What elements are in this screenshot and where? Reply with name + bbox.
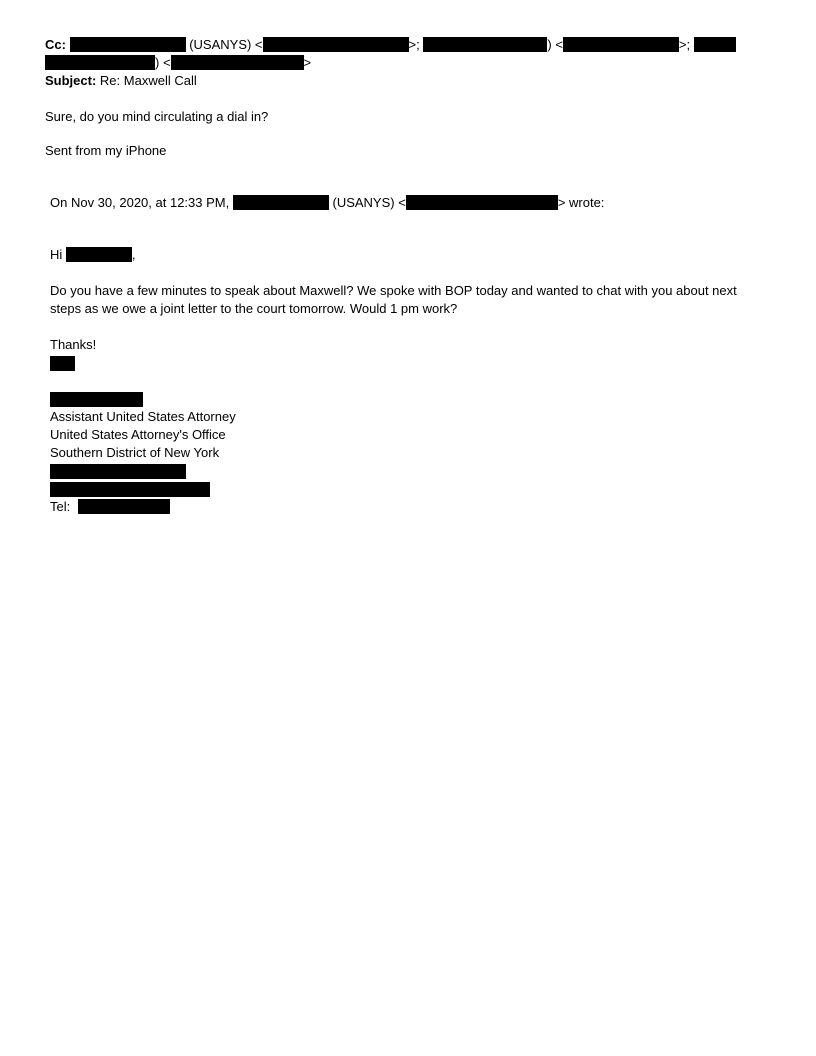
quoted-closing: Thanks! <box>50 337 97 352</box>
redaction-box <box>50 464 186 479</box>
greeting-comma: , <box>131 247 136 262</box>
redaction-box <box>45 55 155 70</box>
redaction-box <box>563 37 679 52</box>
subject-label: Subject: <box>45 73 97 88</box>
cc-separator: >; <box>408 37 420 52</box>
redaction-box <box>78 499 170 514</box>
attribution-prefix: On Nov 30, 2020, at 12:33 PM, <box>50 195 230 210</box>
cc-paren: ) < <box>547 37 563 52</box>
signature-district: Southern District of New York <box>50 445 220 460</box>
tel-label: Tel: <box>50 499 71 514</box>
quoted-greeting <box>50 246 136 264</box>
signature-address-redacted <box>50 481 210 499</box>
signature-office: United States Attorney's Office <box>50 427 226 442</box>
signature-tel <box>50 498 170 516</box>
signature-address-redacted <box>50 463 186 481</box>
signature-initials-redacted <box>50 355 75 373</box>
reply-signature: Sent from my iPhone <box>45 143 167 158</box>
quoted-body-line-2: steps as we owe a joint letter to the court tomorrow. Would 1 pm work? <box>50 301 458 316</box>
redaction-box <box>423 37 547 52</box>
reply-body: Sure, do you mind circulating a dial in? <box>45 109 269 124</box>
cc-close: > <box>303 55 312 70</box>
redaction-box <box>50 392 143 407</box>
redaction-box <box>66 247 132 262</box>
subject-line <box>45 72 197 90</box>
redaction-box <box>50 356 75 371</box>
cc-label: Cc: <box>45 37 66 52</box>
cc-separator: >; <box>678 37 691 52</box>
redaction-box <box>263 37 409 52</box>
subject-value: Re: Maxwell Call <box>99 73 197 88</box>
signature-name-redacted <box>50 391 143 409</box>
cc-paren: ) < <box>155 55 171 70</box>
quoted-attribution <box>50 194 604 212</box>
cc-line-2 <box>45 54 311 72</box>
redaction-box <box>171 55 304 70</box>
redaction-box <box>70 37 186 52</box>
cc-line-1 <box>45 36 736 54</box>
cc-org: (USANYS) < <box>189 37 263 52</box>
redaction-box <box>233 195 329 210</box>
redaction-box <box>694 37 736 52</box>
attribution-org: (USANYS) < <box>332 195 406 210</box>
redaction-box <box>50 482 210 497</box>
signature-title: Assistant United States Attorney <box>50 409 236 424</box>
greeting-text: Hi <box>50 247 63 262</box>
quoted-body-line-1: Do you have a few minutes to speak about Maxwell? We spoke with BOP today and wanted to chat with you about next <box>50 283 737 298</box>
redaction-box <box>406 195 558 210</box>
attribution-suffix: > wrote: <box>557 195 605 210</box>
